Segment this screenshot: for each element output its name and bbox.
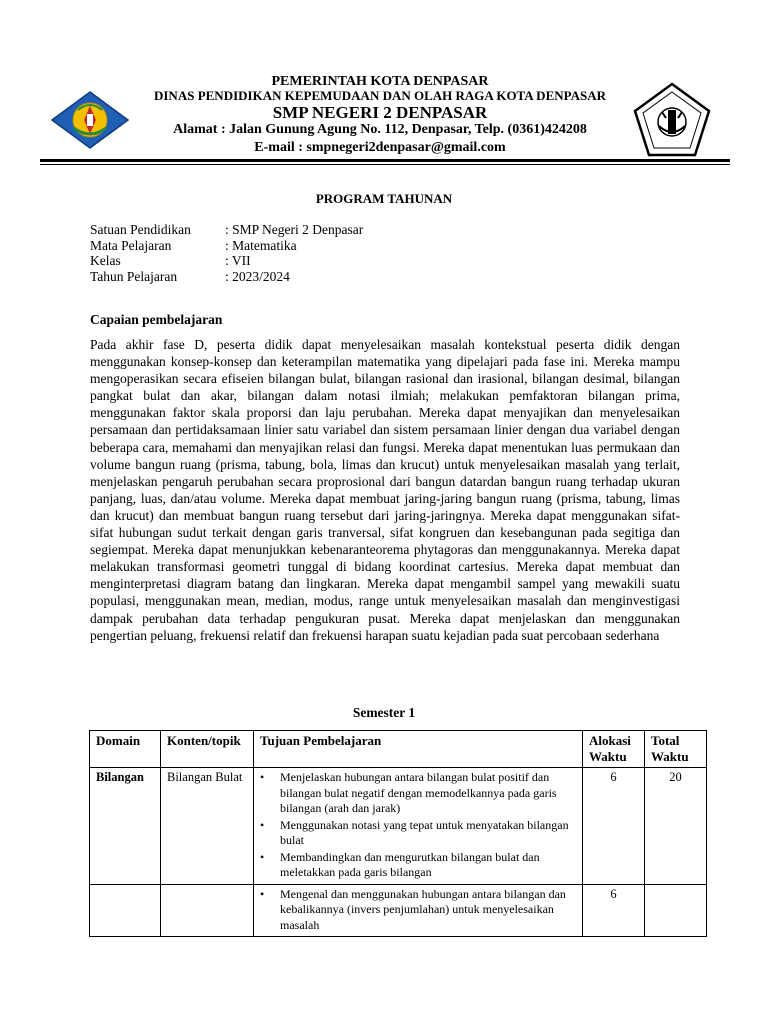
identity-key: Kelas: [90, 253, 121, 268]
capaian-paragraph: Pada akhir fase D, peserta didik dapat menyelesaikan masalah kontekstual peserta didik dengan menggunakan konsep-konsep dan keterampilan matematika yang dipelajari pada fase ini. Mereka mampu mengoperasikan secara efiseien bilangan bulat, bilangan rasional dan irasional, bilangan desimal, bilangan pangkat bulat dan akar, bilangan dalam notasi ilmiah; melakukan pemfaktoran bilangan prima, menggunakan faktor skala proporsi dan laju perubahan. Mereka dapat menyajikan dan menyelesaikan persamaan dan pertidaksamaan linier satu variabel dan sistem persamaan linier dengan dua variabel dengan beberapa cara, memahami dan menyajikan relasi dan fungsi. Mereka dapat menentukan luas permukaan dan volume bangun ruang (prisma, tabung, bola, limas dan krucut) untuk menyelesaikan masalah yang terlait, menjelaskan pengaruh perubahan secara proprosional dari bangun datardan bangun ruang terhadap ukuran panjang, luas, dan/atau volume. Mereka dapat membuat jaring-jaring bangun ruang (prisma, tabung, limas dan krucut) dan membuat bangun ruang tersebut dari jaring-jaringnya. Mereka dapat menggunakan sifat-sifat hubungan sudut terkait dengan garis tranversal, sifat kongruen dan kesebangunan pada segitiga dan segiempat. Mereka dapat menunjukkan kebenaranteorema phytagoras dan menggunakannya. Mereka dapat melakukan transformasi geometri tunggal di bidang koordinat cartesius. Mereka dapat membuat dan menginterpretasi diagram batang dan lingkaran. Mereka dapat mengambil sampel yang mewakili suatu populasi, menggunakan mean, median, modus, range untuk menyelesaikan masalah dan menginvestigasi dampak perubahan data terhadap pengukuran pusat. Mereka dapat menjelaskan dan menggunakan pengertian peluang, frekuensi relatif dan frekuensi harapan suatu kejadian pada suat percobaan sederhana: [90, 337, 680, 643]
school-emblem-logo: [632, 82, 712, 158]
school-address: Alamat : Jalan Gunung Agung No. 112, Denpasar, Telp. (0361)424208: [173, 122, 587, 137]
cell-tujuan: [254, 768, 583, 885]
header-divider-thick: [40, 159, 730, 162]
cell-konten: [161, 884, 254, 937]
col-header-tujuan: Tujuan Pembelajaran: [254, 731, 583, 768]
identity-key: Tahun Pelajaran: [90, 268, 178, 284]
identity-block: [90, 222, 363, 284]
tujuan-list: [260, 770, 576, 881]
bullet: •: [260, 770, 265, 784]
cell-domain: [90, 884, 161, 937]
col-header-domain: Domain: [90, 731, 161, 768]
col-header-konten: Konten/topik: [161, 731, 254, 768]
identity-value: : Matematika: [225, 237, 297, 253]
identity-row: [90, 269, 363, 285]
list-item: [260, 849, 576, 881]
list-item-text: Membandingkan dan mengurutkan bilangan bulat dan meletakkan pada garis bilangan: [280, 849, 540, 879]
table-row: [90, 768, 707, 885]
school-name: SMP NEGERI 2 DENPASAR: [272, 103, 488, 122]
cell-alokasi: 6: [583, 768, 645, 885]
identity-key: Satuan Pendidikan: [90, 222, 191, 237]
identity-row: [90, 238, 363, 254]
semester-title: Semester 1: [352, 705, 416, 720]
city-crest-logo: [50, 90, 130, 150]
list-item: [260, 817, 576, 849]
cell-tujuan: [254, 884, 583, 937]
document-title: PROGRAM TAHUNAN: [315, 191, 453, 206]
cell-total: 20: [645, 768, 707, 885]
department-heading: DINAS PENDIDIKAN KEPEMUDAAN DAN OLAH RAGA KOTA DENPASAR: [153, 88, 607, 103]
program-table: [89, 730, 707, 937]
list-item: [260, 770, 576, 817]
tujuan-list: [260, 887, 576, 934]
gov-heading: PEMERINTAH KOTA DENPASAR: [271, 74, 489, 89]
col-header-alokasi: Alokasi Waktu: [583, 731, 645, 768]
identity-row: [90, 222, 363, 238]
table-row: [90, 884, 707, 937]
list-item-text: Menjelaskan hubungan antara bilangan bulat positif dan bilangan bulat negatif dengan memodelkannya pada garis bilangan (arah dan jarak): [280, 770, 557, 815]
identity-value: : SMP Negeri 2 Denpasar: [225, 222, 364, 237]
header-divider-thin: [40, 164, 730, 165]
identity-value: : VII: [225, 253, 251, 268]
bullet: •: [260, 886, 265, 901]
list-item: [260, 886, 576, 934]
cell-konten: Bilangan Bulat: [161, 768, 254, 885]
bullet: •: [260, 817, 265, 832]
bullet: •: [260, 849, 265, 864]
identity-row: [90, 253, 363, 269]
school-email: E-mail : smpnegeri2denpasar@gmail.com: [254, 140, 506, 155]
identity-key: Mata Pelajaran: [90, 237, 172, 253]
col-header-total: Total Waktu: [645, 731, 707, 768]
cell-total: [645, 884, 707, 937]
capaian-heading: Capaian pembelajaran: [90, 312, 223, 327]
list-item-text: Mengenal dan menggunakan hubungan antara bilangan dan kebalikannya (invers penjumlahan) untuk menyelesaikan masalah: [280, 886, 566, 932]
cell-alokasi: 6: [583, 884, 645, 937]
identity-value: : 2023/2024: [225, 268, 290, 284]
table-header-row: [90, 731, 707, 768]
list-item-text: Menggunakan notasi yang tepat untuk menyatakan bilangan bulat: [280, 817, 569, 847]
cell-domain: Bilangan: [90, 768, 161, 885]
